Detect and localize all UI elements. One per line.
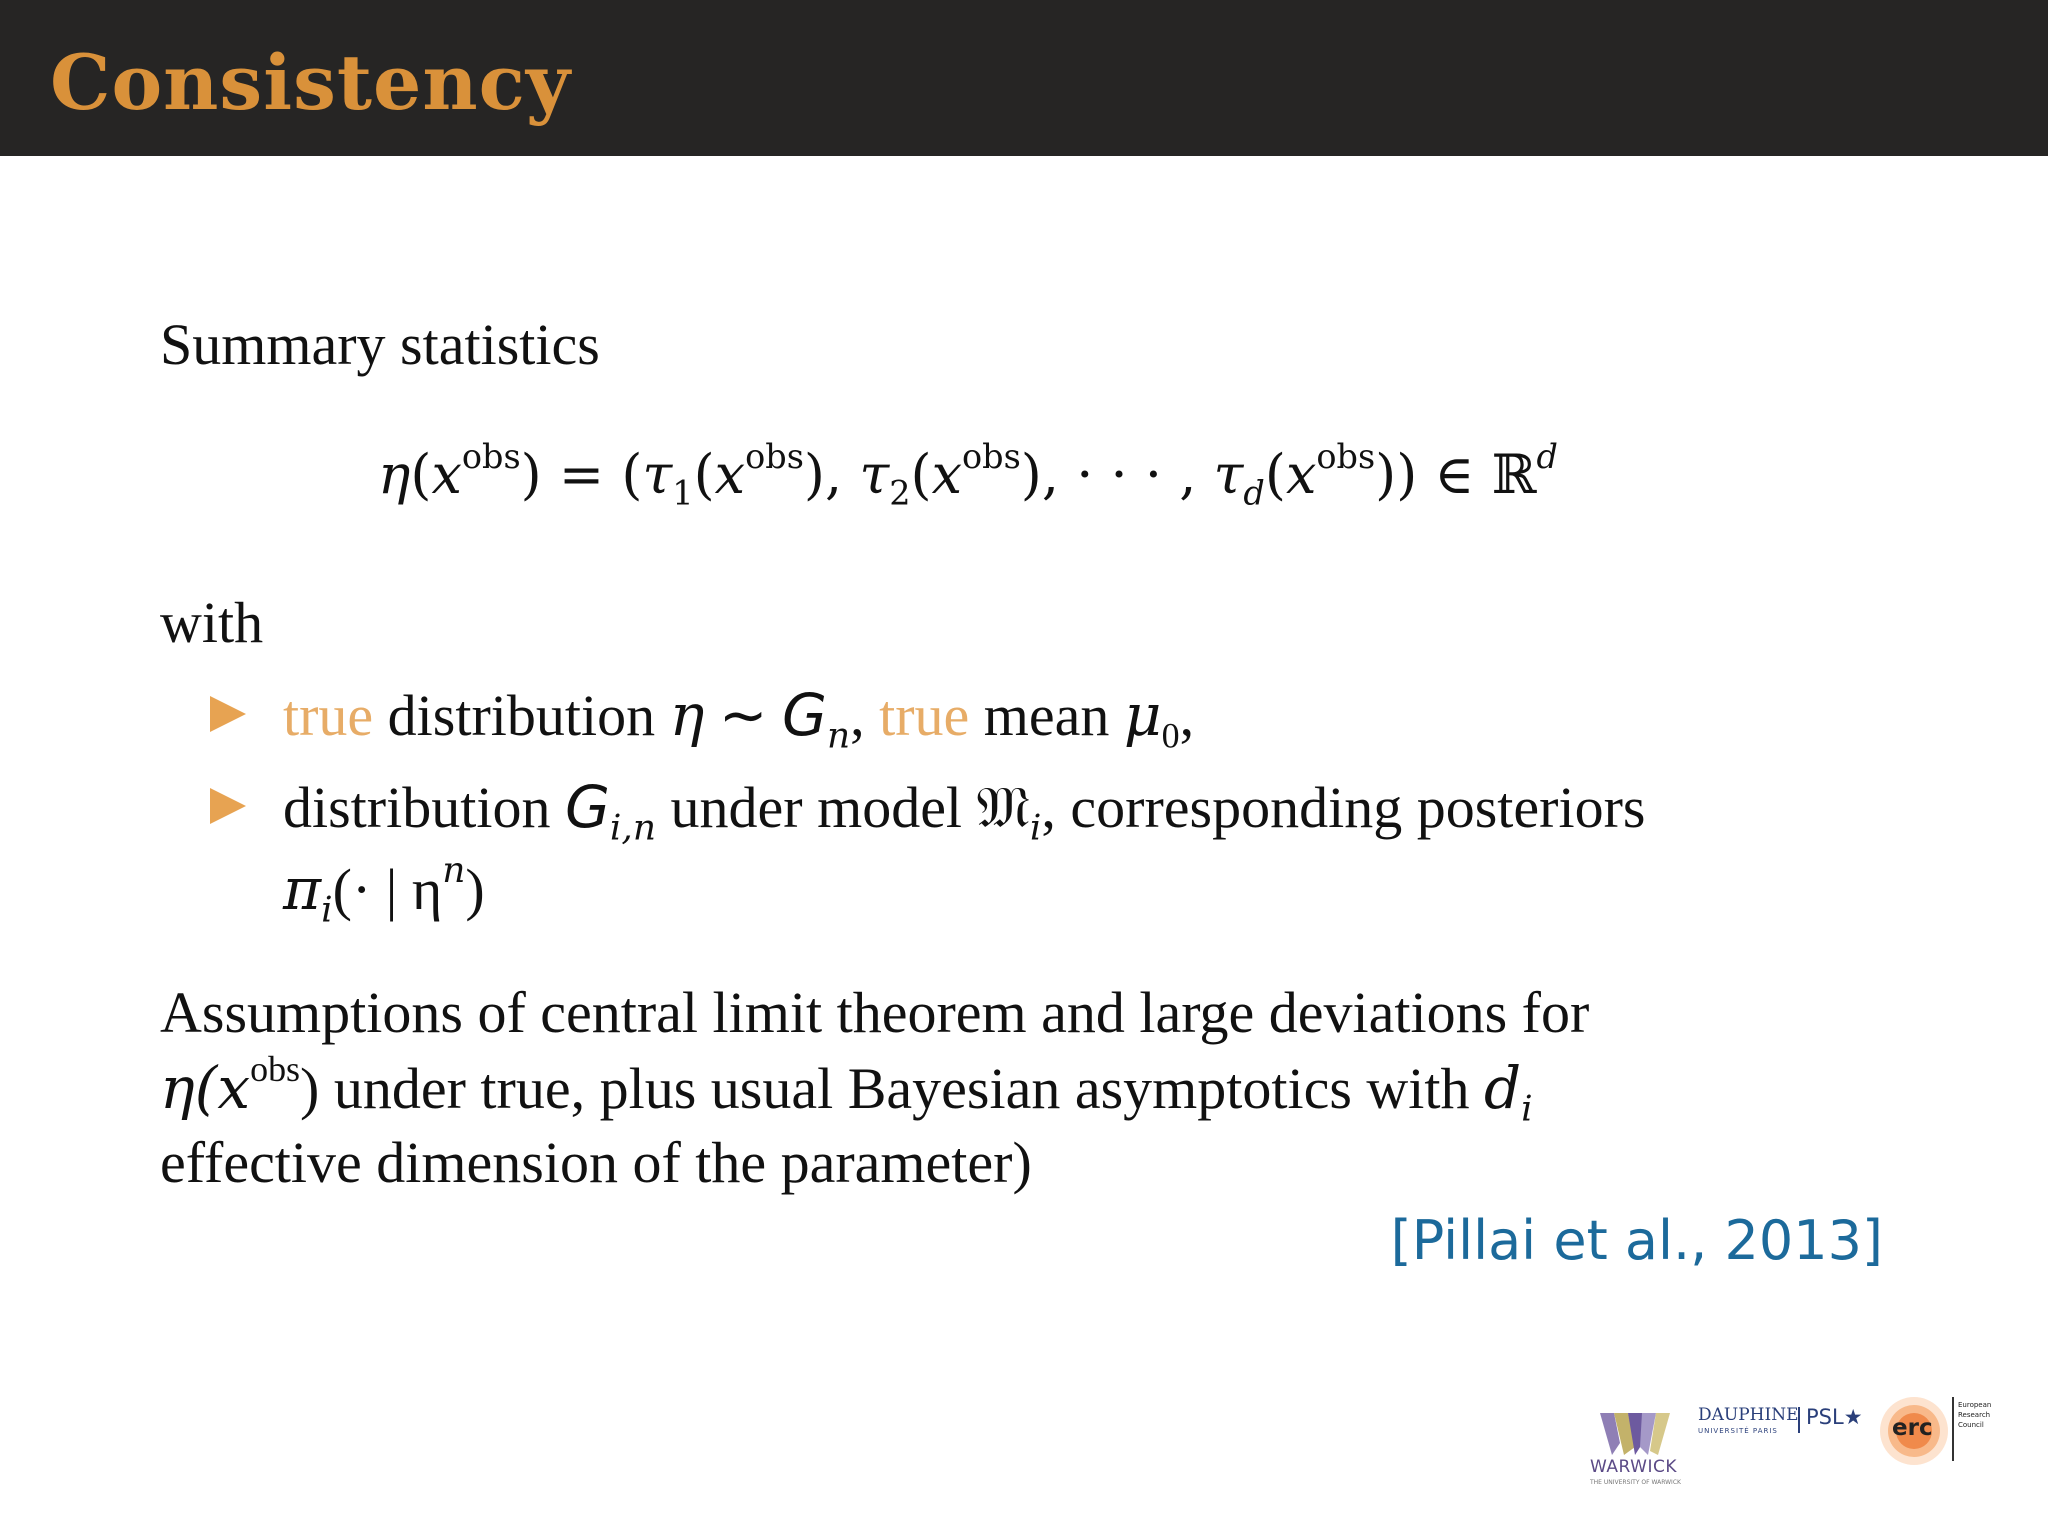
logo-divider [1798,1407,1800,1433]
bullet-posterior: $\pi_i(\cdot$ | $\eta^n$) [283,850,485,931]
assumptions-line-2: $\eta(x^{obs})$ under true, plus usual Bayesian asymptotics with $d_i$ [160,1049,1533,1130]
erc-caption-3: Council [1958,1421,1984,1429]
erc-caption-1: European [1958,1401,1992,1409]
bullet-arrow-icon [210,696,246,732]
dauphine-label: DAUPHINE [1698,1405,1799,1425]
bullet-arrow-icon [210,788,246,824]
erc-caption-2: Research [1958,1411,1991,1419]
psl-label: PSL★ [1806,1405,1863,1429]
with-label: with [160,590,264,655]
star-icon: ★ [1843,1405,1863,1429]
bullet-model-distribution: distribution $G_{i,n}$ under model 𝔐$_i$, corresponding posteriors [283,773,1646,849]
citation[interactable]: [Pillai et al., 2013] [1390,1209,1883,1272]
institution-logos [1580,1385,2020,1500]
warwick-logo-icon [1600,1413,1670,1455]
assumptions-line-3: effective dimension of the parameter) [160,1130,1032,1195]
bullet-true-distribution: true distribution η ∼ $G_n$, true mean $\mu_0$, [283,681,1195,757]
erc-label: erc [1892,1415,1933,1441]
erc-divider [1952,1397,1954,1461]
slide-title: Consistency [50,38,572,127]
warwick-sublabel: THE UNIVERSITY OF WARWICK [1590,1479,1681,1486]
dauphine-sublabel: UNIVERSITÉ PARIS [1698,1427,1778,1435]
assumptions-line-1: Assumptions of central limit theorem and large deviations for [160,980,1590,1045]
summary-heading: Summary statistics [160,312,600,377]
warwick-label: WARWICK [1590,1457,1677,1477]
summary-formula: $\eta(x^{obs}) = (\tau_1(x^{obs})$, $\tau_2(x^{obs})$, · · · , $\tau_d(x^{obs})$) ∈ ℝ$^d$ [378,436,1558,513]
